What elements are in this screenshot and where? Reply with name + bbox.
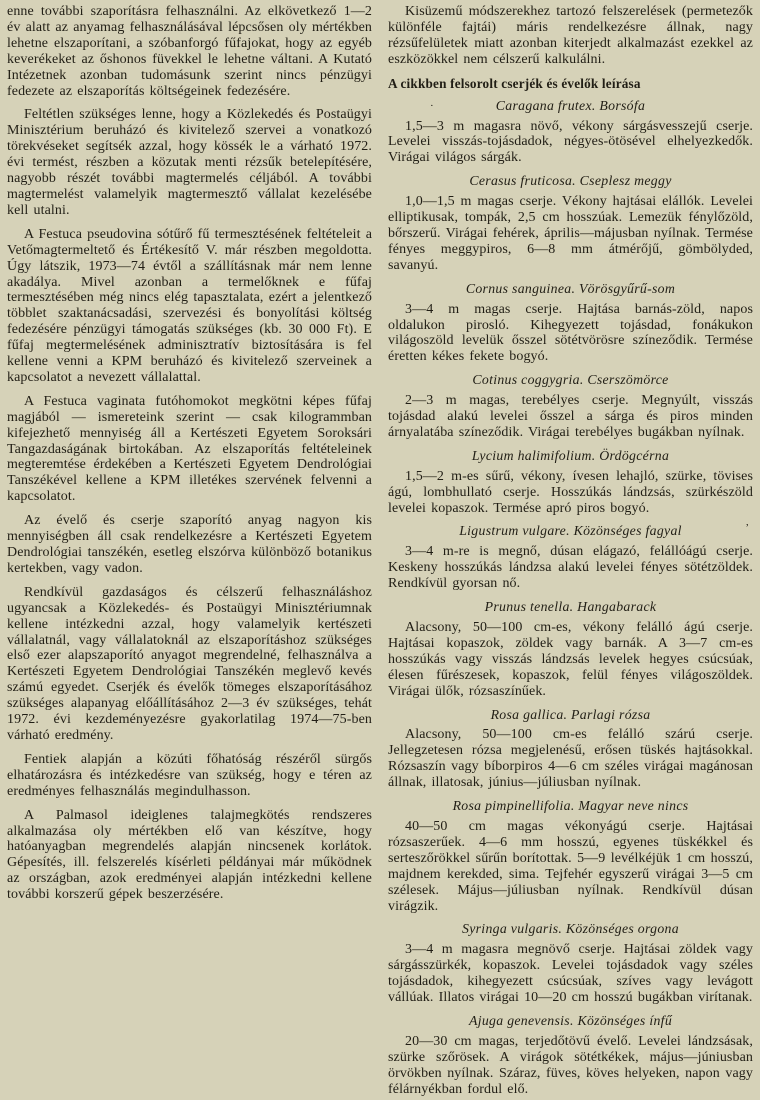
species-heading-row xyxy=(388,281,753,298)
left-column xyxy=(7,4,372,1100)
species-entry-cornus xyxy=(388,281,753,366)
species-heading-row xyxy=(388,523,753,540)
species-heading: Rosa gallica. Parlagi rózsa xyxy=(490,706,651,722)
species-heading: Caragana frutex. Borsófa xyxy=(495,97,646,113)
species-heading-row xyxy=(388,921,753,938)
species-heading-row xyxy=(388,707,753,724)
species-heading: Syringa vulgaris. Közönséges orgona xyxy=(462,921,679,937)
intro-paragraph: Kisüzemű módszerekhez tartozó felszerelések (permetezők különféle fajtái) máris rendelkezésre állnak, nagy rézsűfelületek miatt azonban kiterjedt alkalmazást ezekkel az eszközökkel nem célszerű kalkulálni. xyxy=(388,4,753,67)
paragraph: A Festuca vaginata futóhomokot megkötni képes fűfaj magjából — ismereteink szerint — csak kilogrammban kifejezhető mennyiség áll a Kertészeti Egyetem Soroksári Tangazdaságának birtokában. Az elszaporítás feltételeinek megteremtése érdekében a Kertészeti Egyetem Dendrológiai Tanszékével kellene a KPM illetékes szervének felvenni a kapcsolatot. xyxy=(7,393,372,505)
species-description: 2—3 m magas, terebélyes cserje. Megnyúlt, visszás tojásdad alakú levelei ősszel a sárga és piros minden árnyalatába színeződik. Virágai terebélyes bugákban nyílnak. xyxy=(388,393,753,440)
species-heading-row xyxy=(388,173,753,190)
section-heading: A cikkben felsorolt cserjék és évelők leírása xyxy=(388,75,641,91)
species-entry-cerasus xyxy=(388,173,753,273)
paragraph: Az évelő és cserje szaporító anyag nagyon kis mennyiségben áll csak rendelkezésre a Kertészeti Egyetem Dendrológiai tanszékén, esetleg elszórva különböző botanikus kertekben, vagy vadon. xyxy=(7,513,372,576)
species-heading: Cornus sanguinea. Vörösgyűrű-som xyxy=(465,280,676,296)
print-artifact-tick: ’ xyxy=(745,522,749,535)
species-heading: Cerasus fruticosa. Cseplesz meggy xyxy=(469,173,672,189)
paragraph: enne további szaporításra felhasználni. Az elkövetkező 1—2 év alatt az anyamag felhasználásával lépcsősen oly mértékben lehetne elszaporítani, a szóbanforgó fűfajokat, hogy az egyéb keverékeket az őshonos füvekkel le lehetne váltani. A Kutató Intézetnek azonban tudomásunk szerint nincs pénzügyi fedezete az elszaporítás költségeinek fedezésére. xyxy=(7,4,372,99)
paragraph: Feltétlen szükséges lenne, hogy a Közlekedés és Postaügyi Minisztérium beruházó és kivitelező szervei a vonatkozó törekvéseket segítsék azzal, hogy kössék le a várható 1972. évi termést, részben a közutak menti rézsűk betelepítésére, nagyobb részét további magtermelés céljából. A további magtermelést valamelyik magtermesztő vállalat kezelésébe kell utalni. xyxy=(7,107,372,218)
paragraph: A Palmasol ideiglenes talajmegkötés rendszeres alkalmazása oly mértékben elő van készítve, hogy hatóanyagban megrendelés alapján nincsenek korlátok. Gépesítés, ill. felszerelés kísérleti példányai már működnek az országban, azok eredményei alapján intézkedni kellene további korszerű gépek beszerzésére. xyxy=(7,807,372,903)
species-description: 3—4 m magas cserje. Hajtása barnás-zöld, napos oldalukon pirosló. Kihegyezett tojásdad, fonákukon világoszöld levelük ősszel sötétvörösre színeződik. Termése éretten kékes fekete bogyó. xyxy=(388,301,753,365)
species-description: Alacsony, 50—100 cm-es felálló szárú cserje. Jellegzetesen rózsa megjelenésű, erősen tüskés hajtásokkal. Rózsaszín vagy bíborpiros 4—6 cm széles virágai magánosan állnak, illatosak, június—júliusban nyílnak. xyxy=(388,727,753,791)
species-entry-lycium xyxy=(388,448,753,517)
species-description: Alacsony, 50—100 cm-es, vékony felálló ágú cserje. Hajtásai kopaszok, zöldek vagy barnák. A 3—7 cm-es hosszúkás vagy visszás lándzsás levelek hegyes csúcsúak, élesen fűrészesek, kopaszok, felül fényes világoszöldek. Virágai ülők, rózsaszínűek. xyxy=(388,620,753,699)
species-description: 3—4 m magasra megnövő cserje. Hajtásai zöldek vagy sárgásszürkék, kopaszok. Levelei tojásdadok vagy széles tojásdadok, kihegyezett csúcsúak, szíves vagy levágott vállúak. Illatos virágai 10—20 cm hosszú bugákban virítanak. xyxy=(388,942,753,1006)
species-description: 40—50 cm magas vékonyágú cserje. Hajtásai rózsaszerűek. 4—6 mm hosszú, egyenes tüskékkel és serteszőrökkel sűrűn borítottak. 5—9 levélkéjük 1 cm hosszú, majdnem kerekded, sima. Tejfehér egyszerű virágai 3—5 cm szélesek. Május—júliusban nyílnak. Rendkívül dúsan virágzik. xyxy=(388,818,753,914)
species-entry-ligustrum xyxy=(388,523,753,592)
species-heading: Prunus tenella. Hangabarack xyxy=(484,599,657,615)
species-description: 1,5—3 m magasra növő, vékony sárgásvesszejű cserje. Levelei visszás-tojásdadok, négyes-ötösével elhelyezkedők. Virágai világos sárgák. xyxy=(388,118,753,166)
species-heading: Ligustrum vulgare. Közönséges fagyal xyxy=(459,523,682,539)
species-entry-rosa-pimpinellifolia xyxy=(388,798,753,914)
species-entry-prunus xyxy=(388,599,753,699)
species-heading-row xyxy=(388,1013,753,1030)
species-heading: Ajuga genevensis. Közönséges ínfű xyxy=(468,1012,673,1028)
species-entry-caragana xyxy=(388,98,753,167)
species-heading: Cotinus coggygria. Cserszömörce xyxy=(472,372,669,388)
species-entry-ajuga xyxy=(388,1013,753,1098)
paragraph: Rendkívül gazdaságos és célszerű felhasználáshoz ugyancsak a Közlekedés- és Postaügyi Minisztériumnak kellene intézkedni azzal, hogy valamelyik kertészeti vállalatnál, vagy vállalatoknál az elszaporításhoz szükséges első ezer alapszaporító anyagot megrendelné, felhasználva a Kertészeti Egyetem Dendrológiai Tanszékén meglevő kevés számú egyedet. Cserjék és évelők tömeges elszaporításához szükséges alapanyag előállításához 2—3 év szükséges, tehát 1972. évi kezdeményezésre gyakorlatilag 1974—75-ben várható eredmény. xyxy=(7,584,372,743)
species-heading: Lycium halimifolium. Ördögcérna xyxy=(471,447,670,463)
species-description: 1,0—1,5 m magas cserje. Vékony hajtásai elállók. Levelei elliptikusak, tompák, 2,5 cm hosszúak. Lemezük fénylőzöld, bőrszerű. Virágai fehérek, április—májusban nyílnak. Termése fényes meggypiros, 6—8 mm átmérőjű, gömbölyded, savanyú. xyxy=(388,194,753,273)
species-entry-syringa xyxy=(388,921,753,1006)
paragraph: A Festuca pseudovina sótűrő fű termesztésének feltételeit a Vetőmagtermeltető és Értékesítő V. már részben megoldotta. Úgy látszik, 1973—74 évtől a szállításnak már nem lenne akadálya. Mivel azonban a termelőknek e fűfaj termesztésében még nincs elég tapasztalata, ezért a jelentkező többlet szaktanácsadási, szervezési és bonyolítási költség fedezésére pénzügyi támogatás szükséges (kb. 30 000 Ft). E fűfaj megtermelésének adminisztratív biztosítására is fel kellene venni a KPM beruházó és kivitelező szerveinek a kapcsolatot a nevezett vállalattal. xyxy=(7,226,373,385)
right-column xyxy=(388,4,753,1100)
print-artifact-dot: · xyxy=(430,99,434,112)
species-entry-cotinus xyxy=(388,372,753,441)
species-heading-row xyxy=(388,448,753,465)
species-heading-row xyxy=(388,798,753,815)
species-heading-row xyxy=(388,98,753,115)
species-heading: Rosa pimpinellifolia. Magyar neve nincs xyxy=(452,798,689,814)
paragraph: Fentiek alapján a közúti főhatóság részéről sürgős elhatározásra és intézkedésre van szükség, hogy e téren az eredményes felhasználás megindulhasson. xyxy=(7,751,372,799)
species-description: 3—4 m-re is megnő, dúsan elágazó, felállóágú cserje. Keskeny hosszúkás lándzsa alakú levelei fényes sötétzöldek. Rendkívül gyorsan nő. xyxy=(388,544,753,592)
species-description: 20—30 cm magas, terjedőtövű évelő. Levelei lándzsásak, szürke szőrösek. A virágok sötétkékek, május—júniusban örvökben nyílnak. Száraz, füves, köves helyeken, napon vagy félárnyékban fordul elő. xyxy=(388,1033,753,1097)
species-heading-row xyxy=(388,372,753,389)
species-description: 1,5—2 m-es sűrű, vékony, ívesen lehajló, szürke, tövises ágú, lombhullató cserje. Hosszúkás lándzsás, szürkészöld levelei kopaszok. Termése apró piros bogyó. xyxy=(388,468,753,516)
species-entry-rosa-gallica xyxy=(388,707,753,792)
species-heading-row xyxy=(388,599,753,616)
